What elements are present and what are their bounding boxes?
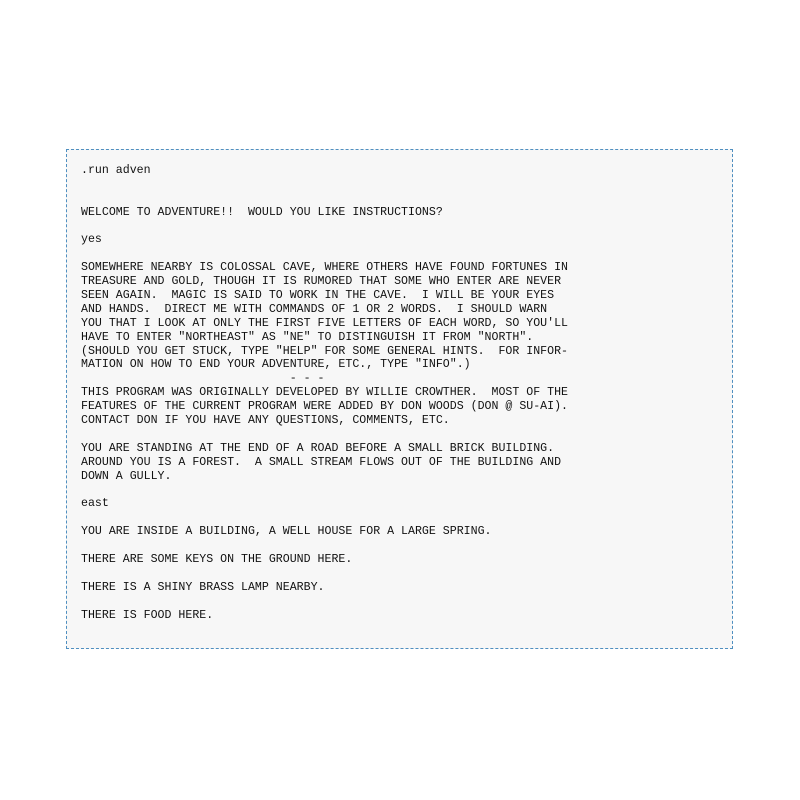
credits-line: THIS PROGRAM WAS ORIGINALLY DEVELOPED BY WILLIE CROWTHER. MOST OF THE — [81, 386, 569, 400]
instructions-line: YOU THAT I LOOK AT ONLY THE FIRST FIVE LETTERS OF EACH WORD, SO YOU'LL — [81, 316, 569, 330]
user-command: .run adven — [81, 164, 151, 177]
credits-line: FEATURES OF THE CURRENT PROGRAM WERE ADDED BY DON WOODS (DON @ SU-AI). — [81, 400, 569, 414]
user-command-east: east — [81, 497, 109, 511]
instructions-line: MATION ON HOW TO END YOUR ADVENTURE, ETC., TYPE "INFO".) — [81, 358, 471, 372]
inside-building-description: YOU ARE INSIDE A BUILDING, A WELL HOUSE FOR A LARGE SPRING. — [81, 525, 492, 539]
credits-line: CONTACT DON IF YOU HAVE ANY QUESTIONS, COMMENTS, ETC. — [81, 414, 450, 428]
location-description: AROUND YOU IS A FOREST. A SMALL STREAM FLOWS OUT OF THE BUILDING AND — [81, 455, 562, 469]
location-description: DOWN A GULLY. — [81, 469, 172, 483]
user-answer: yes — [81, 233, 102, 247]
separator-line: - - - — [81, 372, 325, 386]
instructions-line: TREASURE AND GOLD, THOUGH IT IS RUMORED THAT SOME WHO ENTER ARE NEVER — [81, 275, 562, 289]
keys-description: THERE ARE SOME KEYS ON THE GROUND HERE. — [81, 552, 353, 566]
instructions-line: (SHOULD YOU GET STUCK, TYPE "HELP" FOR SOME GENERAL HINTS. FOR INFOR- — [81, 344, 569, 358]
food-description: THERE IS FOOD HERE. — [81, 608, 214, 622]
welcome-prompt: WELCOME TO ADVENTURE!! WOULD YOU LIKE INSTRUCTIONS? — [81, 205, 443, 219]
instructions-line: HAVE TO ENTER "NORTHEAST" AS "NE" TO DISTINGUISH IT FROM "NORTH". — [81, 330, 534, 344]
lamp-description: THERE IS A SHINY BRASS LAMP NEARBY. — [81, 580, 325, 594]
terminal-transcript — [66, 149, 733, 649]
location-description: YOU ARE STANDING AT THE END OF A ROAD BEFORE A SMALL BRICK BUILDING. — [81, 441, 555, 455]
instructions-line: SOMEWHERE NEARBY IS COLOSSAL CAVE, WHERE OTHERS HAVE FOUND FORTUNES IN — [81, 261, 569, 275]
instructions-line: SEEN AGAIN. MAGIC IS SAID TO WORK IN THE CAVE. I WILL BE YOUR EYES — [81, 289, 555, 303]
instructions-line: AND HANDS. DIRECT ME WITH COMMANDS OF 1 OR 2 WORDS. I SHOULD WARN — [81, 302, 548, 316]
